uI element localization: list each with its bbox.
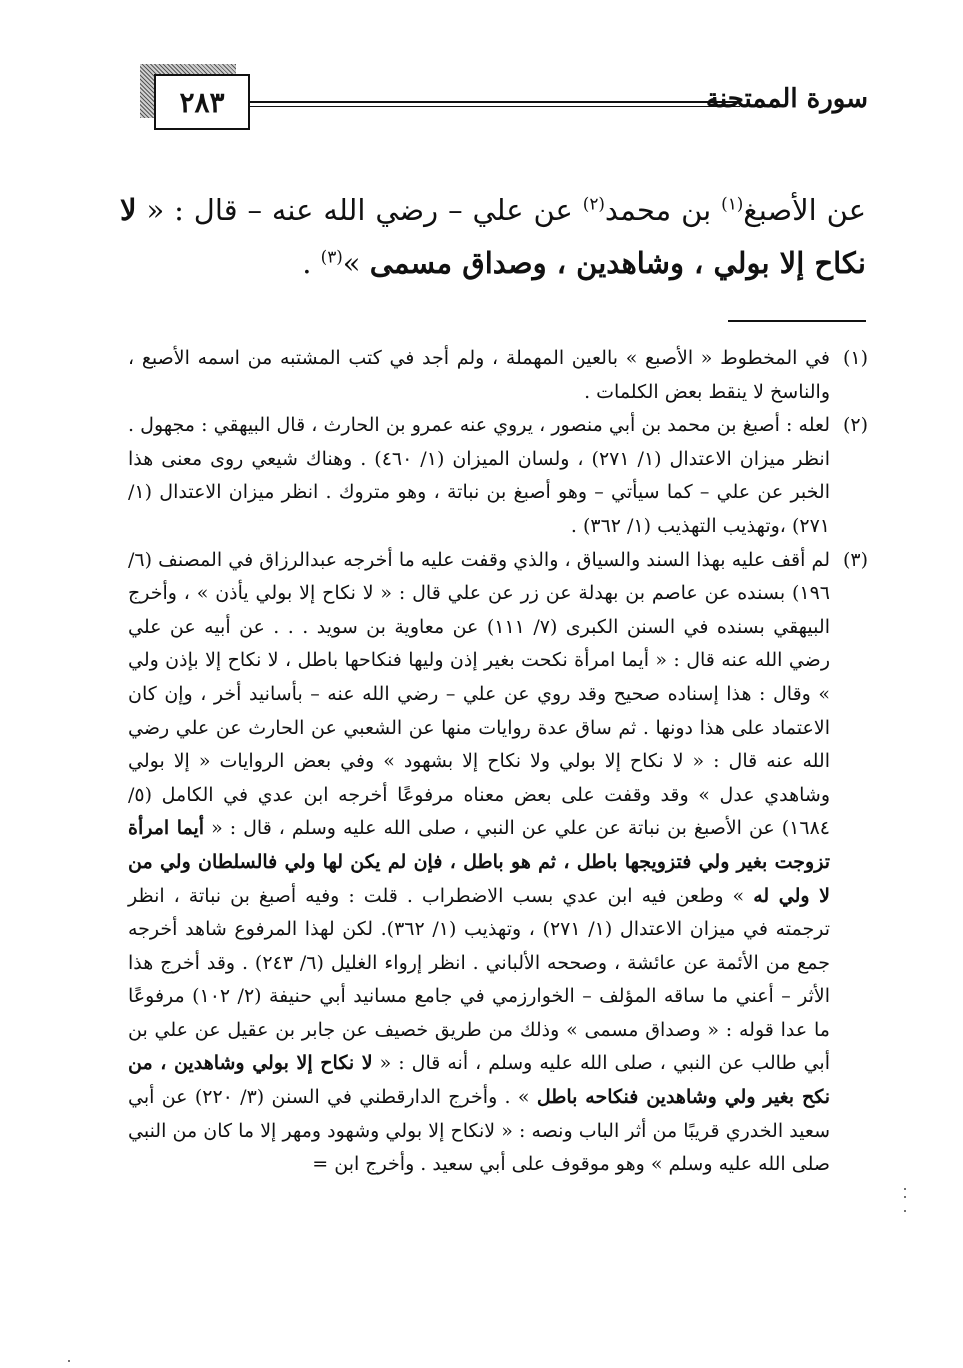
main-text	[120, 184, 866, 290]
footnote-ref-2: (٢)	[582, 193, 605, 214]
page-header	[128, 62, 868, 138]
footnote-1	[128, 342, 868, 409]
footnote-text: لم أقف عليه بهذا السند والسياق ، والذي وقفت عليه ما أخرجه عبدالرزاق في المصنف (٦/ ١٩٦) بسنده عن عاصم بن بهدلة عن زر عن علي قال : « لا نكاح إلا بولي يأذن » ، وأخرج البيهقي بسنده في السنن الكبرى (٧/ ١١١) عن معاوية بن سويد . . . عن أبيه عن علي رضي الله عنه قال : « أيما امرأة نكحت بغير إذن وليها فنكاحها باطل ، لا نكاح إلا بإذن ولي » وقال : هذا إسناده صحيح وقد روي عن علي – رضي الله عنه – بأسانيد أخر ، وإن كان الاعتماد على هذا دونها . ثم ساق عدة روايات منها عن الشعبي عن الحارث عن علي رضي الله عنه قال : « لا نكاح إلا بولي ولا نكاح إلا بشهود » وفي بعض الروايات « إلا بولي وشاهدي عدل » وقد وقفت على بعض معناه مرفوعًا أخرجه ابن عدي في الكامل (٥/ ١٦٨٤) عن الأصبغ بن نباتة عن علي عن النبي ، صلى الله عليه وسلم ، قال : «	[128, 548, 830, 840]
main-text-part: عن الأصبغ	[743, 193, 866, 227]
footnote-ref-3: (٣)	[320, 246, 343, 267]
scan-speck	[904, 1196, 906, 1198]
footnote-number: (١)	[842, 347, 868, 369]
hadith-quote: لا نكاح إلا بولي ، وشاهدين ، وصداق مسمى	[120, 193, 866, 280]
footnote-text: في المخطوط « الأصبع » بالعين المهملة ، ولم أجد في كتب المشتبه من اسمه الأصبع ، والناسخ لا ينقط بعض الكلمات .	[128, 347, 830, 403]
header-rule	[250, 101, 740, 107]
page-number: ٢٨٣	[154, 74, 250, 130]
scan-speck	[904, 1210, 906, 1212]
scan-speck	[68, 1360, 70, 1362]
main-text-part: بن محمد	[604, 193, 722, 227]
footnote-3	[128, 544, 868, 1182]
footnote-text: لعله : أصبغ بن محمد بن أبي منصور ، يروي عنه عمرو بن الحارث ، قال البيهقي : مجهول . انظر ميزان الاعتدال (١/ ٢٧١) ، ولسان الميزان (١/ ٤٦٠) . وهناك شيعي روى معنى هذا الخبر عن علي – كما سيأتي – وهو أصبغ بن نباتة ، وهو متروك . انظر ميزان الاعتدال (١/ ٢٧١) ،وتهذيب التهذيب (١/ ٣٦٢) .	[128, 414, 830, 537]
main-text-part: .	[302, 246, 321, 280]
surah-title: سورة الممتحنة	[705, 84, 868, 114]
scan-speck	[904, 1188, 906, 1190]
footnote-text: » . وأخرج الدارقطني في السنن (٣/ ٢٢٠) عن أبي سعيد الخدري قريبًا من أثر الباب ونصه : « لانكاح إلا بولي وشهود ومهر إلا ما كان من النبي صلى الله عليه وسلم » وهو موقوف على أبي سعيد . وأخرج ابن =	[128, 1086, 830, 1176]
footnote-number: (٣)	[842, 548, 868, 571]
footnote-text: » وطعن فيه ابن عدي بسب الاضطراب . قلت : وفيه أصبغ بن نباتة ، انظر ترجمته في ميزان الاعتدال (١/ ٢٧١) ، وتهذيب (١/ ٣٦٢). لكن لهذا المرفوع شاهد أخرجه جمع من الأئمة عن عائشة ، وصححه الألباني . انظر إرواء الغليل (٦/ ٢٤٣) . وقد أخرج هذا الأثر – أعني ما ساقه المؤلف – الخوارزمي في جامع مسانيد أبي حنيفة (٢/ ١٠٢) مرفوعًا ما عدا قوله : « وصداق مسمى » وذلك من طريق خصيف عن جابر بن عقيل عن علي بن أبي طالب عن النبي ، صلى الله عليه وسلم ، أنه قال : «	[128, 884, 831, 1075]
footnote-2	[128, 409, 868, 543]
footnotes	[128, 342, 868, 1182]
footnote-number: (٢)	[842, 414, 868, 437]
footnote-separator	[728, 320, 866, 322]
main-text-part: »	[342, 246, 370, 280]
footnote-ref-1: (١)	[721, 193, 744, 214]
footnote-bold-quote: لا نكاح إلا بولي وشاهدين ، من نكح بغير ولي وشاهدين فنكاحه باطل	[128, 1052, 830, 1109]
footnote-bold-quote: أيما امرأة تزوجت بغير ولي فتزويجها باطل ، ثم هو باطل ، فإن لم يكن لها ولي فالسلطان ولي من لا ولي له	[128, 817, 830, 907]
main-text-part: عن علي – رضي الله عنه – قال : «	[136, 193, 583, 227]
